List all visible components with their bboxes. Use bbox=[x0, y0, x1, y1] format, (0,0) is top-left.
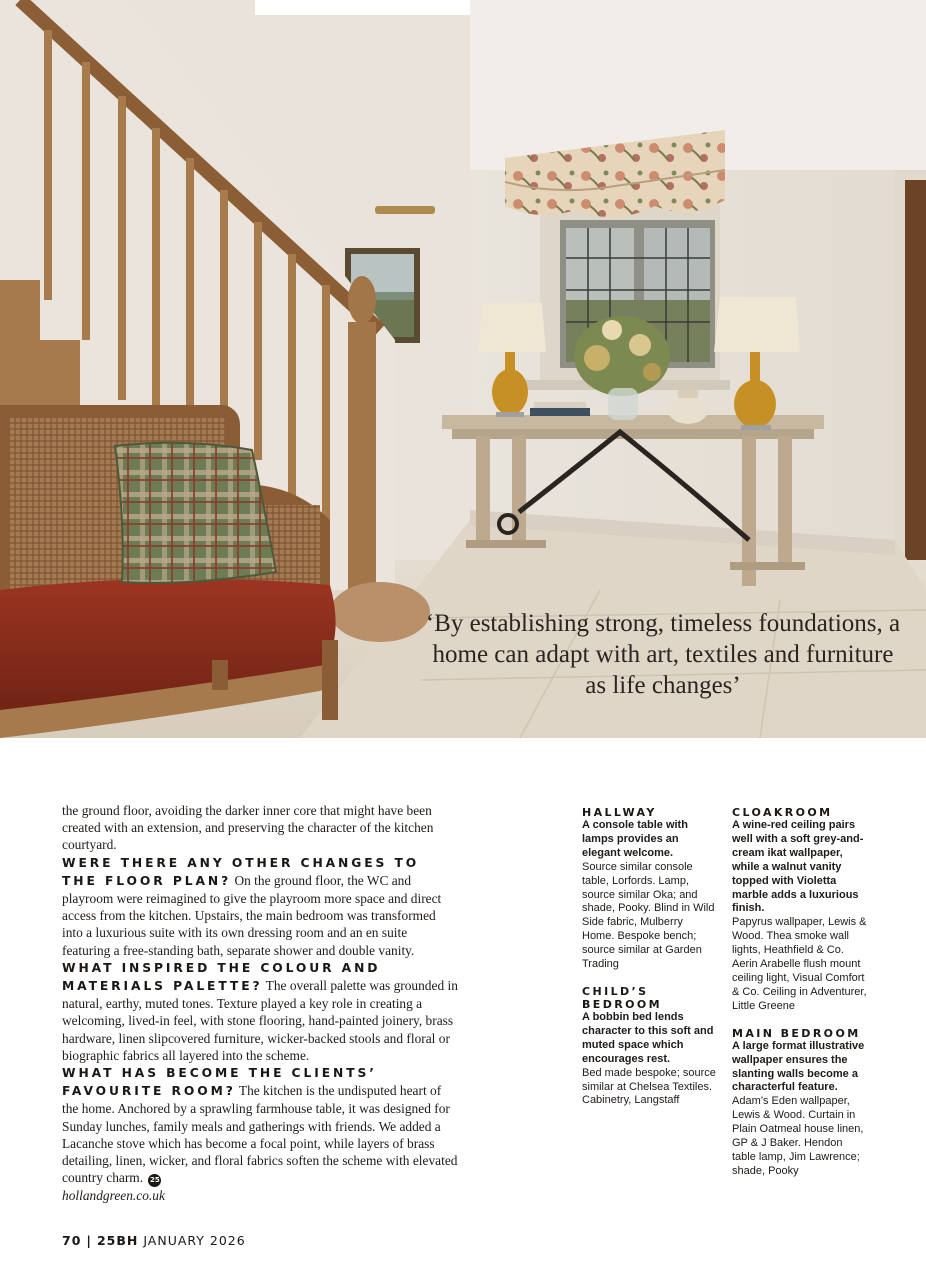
end-mark-icon: 25 bbox=[148, 1174, 161, 1187]
qa-block bbox=[62, 1064, 458, 1187]
qa-answer: On the ground floor, the WC and playroom were reimagined to give the playroom more space and direct access from the kitchen. Upstairs, the main bedroom was transformed into a luxurious suite with its own dressing room and an en suite featuring a free-standing bath, separate shower and double vanity. bbox=[62, 872, 442, 958]
source-childs-bedroom bbox=[582, 985, 718, 1108]
article-intro-paragraph: the ground floor, avoiding the darker inner core that might have been created with an extension, and preserving the character of the kitchen courtyard. bbox=[62, 803, 434, 853]
source-intro: A wine-red ceiling pairs well with a soft grey-and-cream ikat wallpaper, while a walnut vanity topped with Violetta marble adds a luxurious finish. bbox=[732, 819, 864, 915]
issue-date: JANUARY 2026 bbox=[143, 1233, 246, 1248]
source-details: Adam’s Eden wallpaper, Lewis & Wood. Curtain in Plain Oatmeal house linen, GP & J Baker. Hendon table lamp, Jim Lawrence; shade, Pooky bbox=[732, 1095, 864, 1177]
qa-question: WERE THERE ANY OTHER CHANGES TO THE FLOOR PLAN? bbox=[62, 855, 420, 888]
source-intro: A console table with lamps provides an elegant welcome. bbox=[582, 819, 688, 859]
website-credit: hollandgreen.co.uk bbox=[62, 1188, 165, 1204]
source-details: Bed made bespoke; source similar at Chelsea Textiles. Cabinetry, Langstaff bbox=[582, 1066, 716, 1107]
qa-block bbox=[62, 959, 458, 1064]
source-cloakroom bbox=[732, 806, 868, 1014]
qa-question: WHAT HAS BECOME THE CLIENTS’ FAVOURITE ROOM? bbox=[62, 1066, 377, 1099]
magazine-name: 25BH bbox=[96, 1233, 139, 1248]
source-details: Papyrus wallpaper, Lewis & Wood. Thea smoke wall lights, Heathfield & Co. Aerin Arabelle flush mount ceiling light, Visual Comfort & Co. Ceiling in Adventurer, Little Greene bbox=[732, 916, 867, 1012]
folio-separator: | bbox=[86, 1233, 92, 1248]
qa-answer: The kitchen is the undisputed heart of the home. Anchored by a sprawling farmhouse table, it was designed for Sunday lunches, family meals and gatherings with friends. We added a Lacanche stove which has become a focal point, while layers of brass detailing, linen, wicker, and floral fabrics soften the scheme with elevated country charm. bbox=[62, 1083, 458, 1186]
page-folio bbox=[62, 1233, 246, 1248]
source-intro: A bobbin bed lends character to this soft and muted space which encourages rest. bbox=[582, 1010, 714, 1065]
source-heading: MAIN BEDROOM bbox=[732, 1026, 861, 1040]
pull-quote: ‘By establishing strong, timeless foundations, a home can adapt with art, textiles and furniture as life changes’ bbox=[425, 610, 901, 699]
qa-block bbox=[62, 854, 458, 959]
sources-column-right bbox=[732, 806, 868, 1192]
qa-answer: The overall palette was grounded in natural, earthy, muted tones. Texture played a key role in creating a welcoming, lived-in feel, with stone flooring, hand-painted joinery, brass hardware, linen slipcovered furniture, wicker-backed stools and floral or biographic fabrics all layered into the scheme. bbox=[62, 978, 458, 1063]
source-details: Source similar console table, Lorfords. Lamp, source similar Oka; and shade, Pooky. Blind in Wild Side fabric, Mulberry Home. Bespoke bench; source similar at Garden Trading bbox=[582, 860, 715, 971]
page-number: 70 bbox=[62, 1233, 82, 1248]
source-hallway bbox=[582, 806, 718, 972]
article-body bbox=[62, 802, 458, 1204]
source-heading: CHILD’S BEDROOM bbox=[582, 984, 662, 1011]
sources-column-left bbox=[582, 806, 718, 1121]
source-intro: A large format illustrative wallpaper ensures the slanting walls become a characterful feature. bbox=[732, 1039, 865, 1094]
source-heading: CLOAKROOM bbox=[732, 806, 833, 819]
source-heading: HALLWAY bbox=[582, 806, 657, 819]
source-main-bedroom bbox=[732, 1027, 868, 1179]
qa-question: WHAT INSPIRED THE COLOUR AND MATERIALS PALETTE? bbox=[62, 960, 381, 994]
